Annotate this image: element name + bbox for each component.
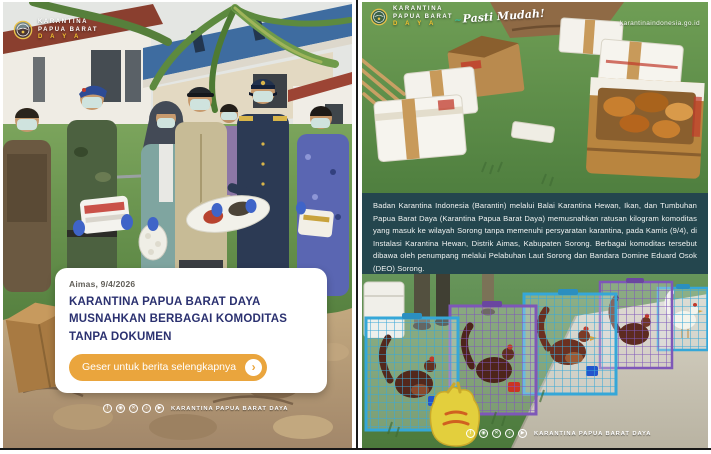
brand-wordmark	[393, 6, 453, 29]
brand-logo-right	[370, 6, 453, 29]
news-card	[55, 268, 327, 393]
brand-line-2: PAPUA BARAT	[38, 26, 99, 33]
headline: KARANTINA PAPUA BARAT DAYA MUSNAHKAN BERBAGAI KOMODITAS TANPA DOKUMEN	[69, 296, 288, 343]
left-post-panel	[3, 2, 352, 448]
brand-line-1: KARANTINA	[393, 6, 444, 12]
tiktok-icon[interactable]: ♪	[505, 429, 514, 438]
brand-line-3: D A Y A	[38, 34, 82, 40]
caption-text: Badan Karantina Indonesia (Barantin) melalui Balai Karantina Hewan, Ikan, dan Tumbuhan Papua Barat Daya (Karantina Papua Barat Daya) memusnahkan ratusan kilogram komoditas yang masuk ke wilayah Sorong tanpa memenuhi persyaratan karantina, pada Kamis (9/4), di Instalasi Karantina Hewan, Distrik Aimas, Kabupaten Sorong. Berbagai komoditas tersebut dibawa oleh penumpang melalui Pelabuhan Laut Sorong dan Bandara Domine Eduard Osok (DEO) Sorong.	[373, 201, 697, 273]
brand-wordmark	[38, 19, 98, 42]
brand-logo-left	[13, 19, 98, 42]
instagram-icon[interactable]: ◉	[479, 429, 488, 438]
bottom-frame-line	[0, 448, 711, 450]
brand-line-3: D A Y A	[393, 21, 437, 27]
swoosh-icon: ~	[453, 15, 463, 27]
right-bottom-photo-illustration	[362, 274, 708, 448]
x-twitter-icon[interactable]: ✕	[492, 429, 501, 438]
facebook-icon[interactable]: f	[103, 404, 112, 413]
youtube-icon[interactable]: ▶	[155, 404, 164, 413]
caption-block	[362, 193, 708, 274]
footer-handle: KARANTINA PAPUA BARAT DAYA	[534, 430, 652, 437]
facebook-icon[interactable]: f	[466, 429, 475, 438]
garuda-emblem-icon	[370, 8, 388, 26]
panel-divider	[356, 0, 358, 449]
footer-handle: KARANTINA PAPUA BARAT DAYA	[171, 405, 289, 412]
instagram-icon[interactable]: ◉	[116, 404, 125, 413]
brand-line-1: KARANTINA	[38, 19, 89, 25]
brand-line-2: PAPUA BARAT	[393, 13, 454, 20]
open-box-foreground	[586, 77, 705, 179]
garuda-emblem-icon	[13, 20, 33, 40]
location-date: Aimas, 9/4/2026	[69, 279, 136, 289]
cage-blue-mid	[524, 289, 616, 394]
footer-right	[466, 429, 651, 438]
chevron-right-icon: ›	[245, 359, 262, 376]
website-url: karantinaindonesia.go.id	[619, 20, 700, 27]
x-twitter-icon[interactable]: ✕	[129, 404, 138, 413]
swipe-cta-button[interactable]	[69, 354, 267, 381]
footer-left	[103, 404, 288, 413]
swipe-cta-label: Geser untuk berita selengkapnya	[82, 361, 237, 374]
right-top-photo-illustration	[362, 2, 708, 193]
youtube-icon[interactable]: ▶	[518, 429, 527, 438]
tagline-text: Pasti Mudah!	[462, 6, 546, 26]
right-post-panel	[362, 2, 708, 448]
tiktok-icon[interactable]: ♪	[142, 404, 151, 413]
